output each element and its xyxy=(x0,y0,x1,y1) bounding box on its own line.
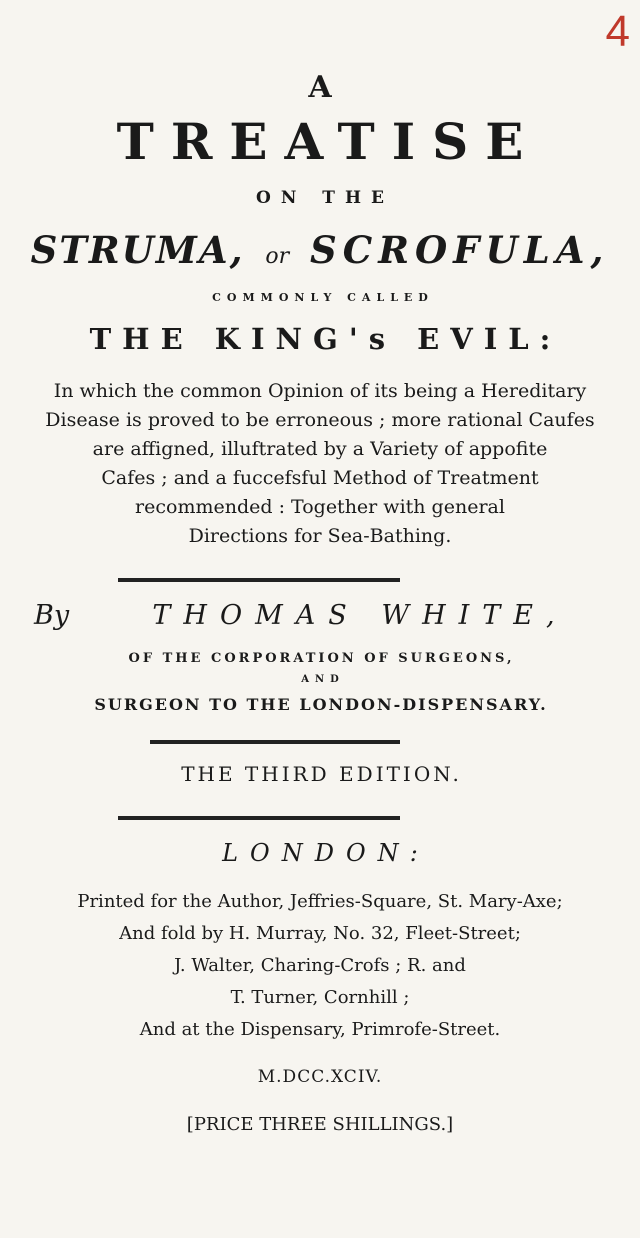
divider-rule-2 xyxy=(150,740,400,744)
divider-rule-1 xyxy=(118,578,400,582)
description-line-6: Directions for Sea-Bathing. xyxy=(188,525,452,547)
title-subjects xyxy=(0,228,640,272)
title-kings-evil: THE KING's EVIL: xyxy=(89,322,562,356)
imprint-line-4: T. Turner, Cornhill ; xyxy=(230,987,410,1008)
author-name: THOMAS WHITE, xyxy=(152,600,568,631)
pencil-mark: 4 xyxy=(605,7,630,56)
imprint-line-2: And fold by H. Murray, No. 32, Fleet-Street; xyxy=(119,923,521,944)
author-affiliation-1: OF THE CORPORATION OF SURGEONS, xyxy=(128,651,515,666)
imprint-year: M.DCC.XCIV. xyxy=(257,1067,383,1087)
description-line-5: recommended : Together with general xyxy=(135,496,505,518)
subject-or: or xyxy=(265,244,290,269)
author-by: By xyxy=(34,600,70,631)
description-line-3: are affigned, illuftrated by a Variety of appofite xyxy=(92,438,548,460)
description-line-4: Cafes ; and a fuccefsful Method of Treatment xyxy=(101,467,539,489)
author-affiliation-2: SURGEON TO THE LONDON-DISPENSARY. xyxy=(94,695,548,714)
divider-rule-3 xyxy=(118,816,400,820)
edition: THE THIRD EDITION. xyxy=(181,762,462,786)
title-on-the: ON THE xyxy=(256,188,394,208)
title-commonly-called: COMMONLY CALLED xyxy=(212,291,434,304)
imprint-line-3: J. Walter, Charing-Crofs ; R. and xyxy=(174,955,466,976)
title-main: TREATISE xyxy=(116,112,541,171)
imprint-city: LONDON: xyxy=(222,839,430,867)
title-article: A xyxy=(308,70,332,105)
price: [PRICE THREE SHILLINGS.] xyxy=(186,1114,454,1135)
description-line-2: Disease is proved to be erroneous ; more rational Caufes xyxy=(45,409,595,431)
imprint-line-1: Printed for the Author, Jeffries-Square, St. Mary-Axe; xyxy=(77,891,563,912)
subject-scrofula: SCROFULA, xyxy=(310,228,610,272)
author-and: AND xyxy=(301,674,345,685)
imprint-line-5: And at the Dispensary, Primrofe-Street. xyxy=(139,1019,501,1040)
description-line-1: In which the common Opinion of its being a Hereditary xyxy=(53,380,587,402)
subject-struma: STRUMA, xyxy=(30,228,245,272)
